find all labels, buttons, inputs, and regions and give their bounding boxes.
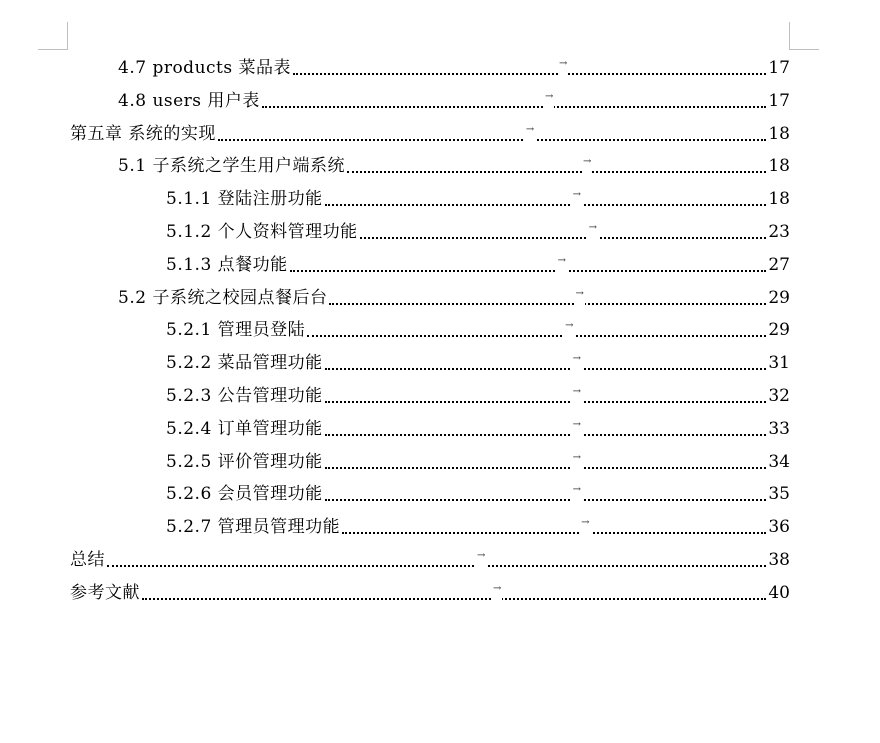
toc-entry-title: 5.2.3 公告管理功能: [166, 386, 323, 406]
crop-mark-top-left: [38, 22, 68, 50]
toc-entry-page: 17: [768, 91, 790, 111]
toc-entry-page: 38: [768, 550, 790, 570]
tab-arrow-icon: →: [580, 511, 590, 535]
tab-arrow-icon: →: [558, 52, 568, 76]
toc-entry[interactable]: [70, 118, 790, 150]
toc-entry-page: 27: [768, 255, 790, 275]
tab-arrow-icon: →: [572, 183, 582, 207]
toc-entry[interactable]: [166, 413, 790, 445]
toc-entry-title: 5.1.2 个人资料管理功能: [166, 222, 358, 242]
toc-dot-leader: [142, 577, 766, 609]
toc-entry-title: 5.1.1 登陆注册功能: [166, 189, 323, 209]
tab-arrow-icon: →: [572, 446, 582, 470]
toc-entry-page: 33: [768, 419, 790, 439]
toc-entry-title: 4.7 products 菜品表: [118, 58, 291, 78]
toc-dot-leader: [342, 511, 766, 543]
toc-dot-leader: [290, 249, 767, 281]
tab-arrow-icon: →: [582, 150, 592, 174]
toc-entry-page: 18: [768, 124, 790, 144]
toc-entry[interactable]: [166, 314, 790, 346]
tab-arrow-icon: →: [572, 380, 582, 404]
toc-entry-title: 5.2 子系统之校园点餐后台: [118, 288, 328, 308]
tab-arrow-icon: →: [525, 118, 535, 142]
toc-dot-leader: [325, 347, 767, 379]
toc-entry-title: 5.1 子系统之学生用户端系统: [118, 156, 345, 176]
toc-entry-page: 36: [768, 517, 790, 537]
tab-arrow-icon: →: [492, 577, 502, 601]
toc-entry-title: 总结: [70, 550, 105, 570]
toc-entry-title: 5.2.1 管理员登陆: [166, 320, 306, 340]
tab-arrow-icon: →: [572, 478, 582, 502]
toc-entry-title: 5.2.6 会员管理功能: [166, 484, 323, 504]
toc-entry-title: 4.8 users 用户表: [118, 91, 260, 111]
toc-entry-title: 5.2.5 评价管理功能: [166, 452, 323, 472]
toc-entry-title: 5.2.4 订单管理功能: [166, 419, 323, 439]
toc-entry-page: 17: [768, 58, 790, 78]
tab-arrow-icon: →: [572, 347, 582, 371]
toc-entry-page: 35: [768, 484, 790, 504]
toc-dot-leader: [360, 216, 767, 248]
toc-entry-page: 31: [768, 353, 790, 373]
tab-arrow-icon: →: [564, 314, 574, 338]
tab-arrow-icon: →: [557, 249, 567, 273]
toc-entry-page: 40: [768, 583, 790, 603]
toc-entry[interactable]: [70, 544, 790, 576]
toc-entry-page: 34: [768, 452, 790, 472]
toc-dot-leader: [329, 282, 766, 314]
tab-arrow-icon: →: [588, 216, 598, 240]
toc-entry-page: 29: [768, 288, 790, 308]
toc-dot-leader: [293, 52, 766, 84]
toc-entry[interactable]: [118, 150, 790, 182]
toc-entry[interactable]: [70, 577, 790, 609]
toc-entry[interactable]: [166, 446, 790, 478]
toc-entry-title: 第五章 系统的实现: [70, 124, 216, 144]
toc-entry-page: 29: [768, 320, 790, 340]
crop-mark-top-right: [789, 22, 819, 50]
toc-entry[interactable]: [118, 282, 790, 314]
toc-entry[interactable]: [166, 183, 790, 215]
toc-entry[interactable]: [166, 347, 790, 379]
toc-entry-page: 18: [768, 189, 790, 209]
toc-dot-leader: [218, 118, 766, 150]
toc-dot-leader: [325, 413, 767, 445]
toc-dot-leader: [325, 380, 767, 412]
toc-entry-page: 23: [768, 222, 790, 242]
toc-entry[interactable]: [166, 380, 790, 412]
toc-entry[interactable]: [166, 216, 790, 248]
toc-entry-title: 5.2.2 菜品管理功能: [166, 353, 323, 373]
tab-arrow-icon: →: [544, 85, 554, 109]
toc-dot-leader: [307, 314, 766, 346]
toc-entry-title: 5.2.7 管理员管理功能: [166, 517, 341, 537]
tab-arrow-icon: →: [574, 282, 584, 306]
toc-dot-leader: [325, 183, 767, 215]
toc-dot-leader: [325, 478, 767, 510]
tab-arrow-icon: →: [476, 544, 486, 568]
tab-arrow-icon: →: [572, 413, 582, 437]
toc-entry[interactable]: [166, 249, 790, 281]
toc-entry-page: 32: [768, 386, 790, 406]
toc-entry-page: 18: [768, 156, 790, 176]
toc-dot-leader: [107, 544, 766, 576]
toc-entry[interactable]: [166, 478, 790, 510]
toc-entry-title: 5.1.3 点餐功能: [166, 255, 288, 275]
toc-entry[interactable]: [118, 52, 790, 84]
toc-dot-leader: [325, 446, 767, 478]
toc-dot-leader: [262, 85, 766, 117]
toc-entry[interactable]: [118, 85, 790, 117]
toc-dot-leader: [347, 150, 766, 182]
toc-entry-title: 参考文献: [70, 583, 140, 603]
toc-entry[interactable]: [166, 511, 790, 543]
